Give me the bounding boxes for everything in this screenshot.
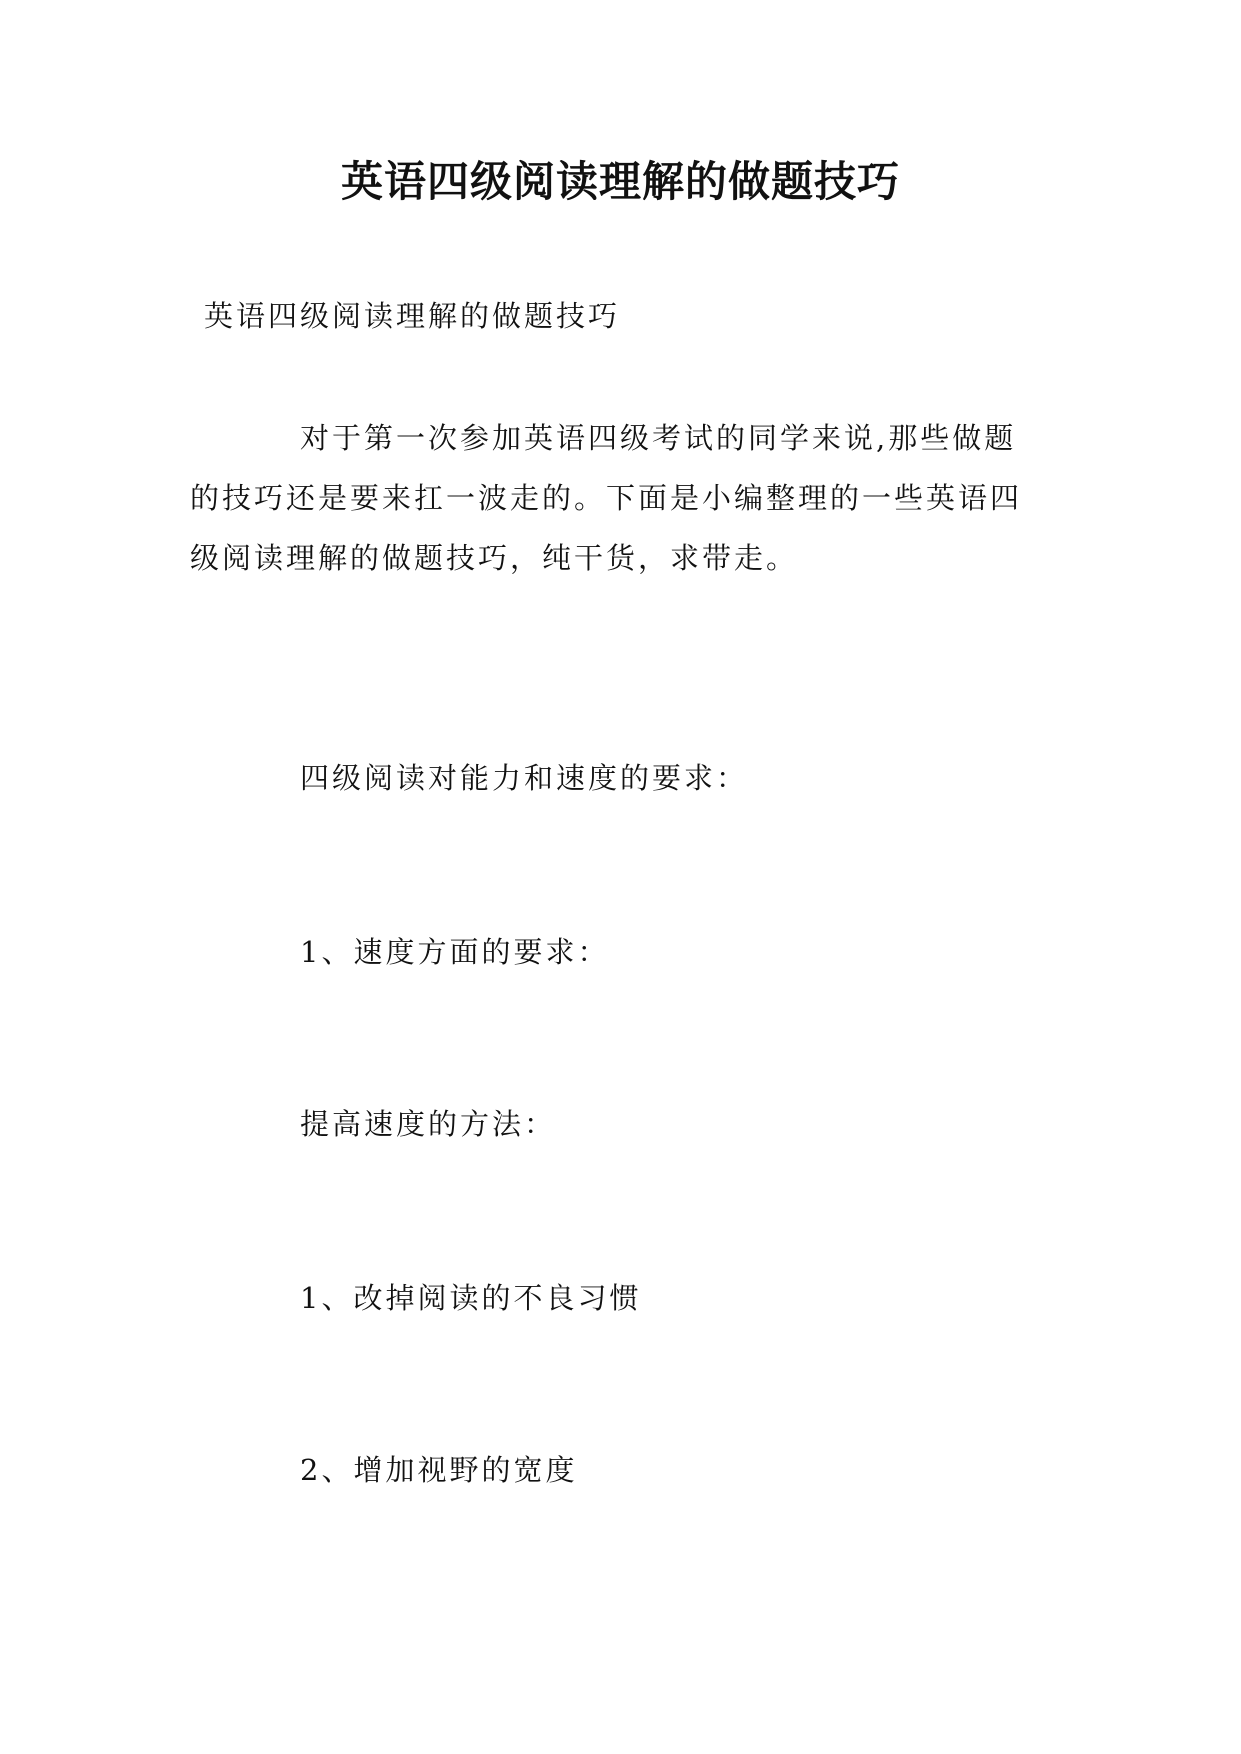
intro-line: 对于第一次参加英语四级考试的同学来说,那些做题 [300, 421, 1017, 455]
section-heading-methods: 提高速度的方法： [300, 1107, 557, 1141]
section-item-bad-habits: 1、改掉阅读的不良习惯 [300, 1281, 642, 1315]
intro-line: 级阅读理解的做题技巧，纯干货，求带走。 [190, 541, 799, 575]
section-heading-requirements: 四级阅读对能力和速度的要求： [300, 761, 749, 795]
intro-paragraph [190, 408, 1050, 588]
document-subtitle: 英语四级阅读理解的做题技巧 [204, 299, 621, 333]
intro-line: 的技巧还是要来扛一波走的。下面是小编整理的一些英语四 [190, 481, 1023, 515]
document-title: 英语四级阅读理解的做题技巧 [340, 157, 900, 206]
section-item-speed-requirement: 1、速度方面的要求： [300, 935, 610, 969]
section-item-vision-width: 2、增加视野的宽度 [300, 1453, 578, 1487]
